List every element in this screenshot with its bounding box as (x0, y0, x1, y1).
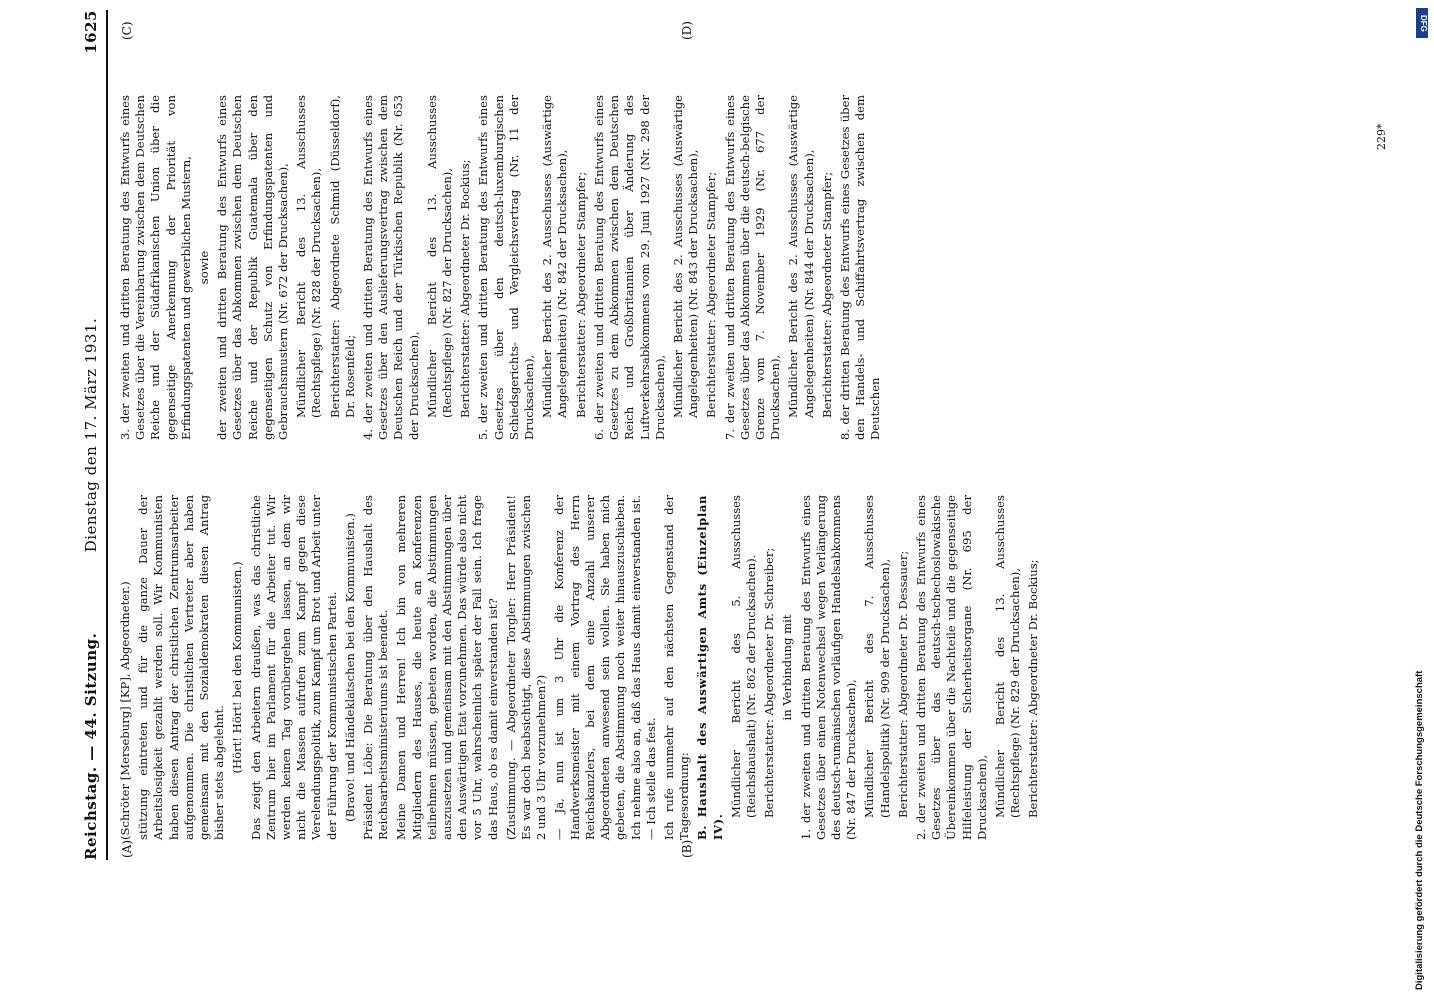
page-number: 1625 (82, 10, 100, 54)
agenda-heading: B. Haushalt des Auswärtigen Amts (Einzelplan IV). (695, 495, 725, 840)
header-left: Reichstag. — 44. Sitzung. (82, 632, 100, 860)
report-line: Mündlicher Bericht des 13. Ausschusses (Rechtspflege) (Nr. 829 der Drucksachen), (992, 495, 1023, 818)
page-header (80, 10, 106, 860)
paragraph: Ich rufe nunmehr auf den nächsten Gegenstand der Tagesordnung: (661, 495, 692, 840)
agenda-item: 1. der zweiten und dritten Beratung des Entwurfs eines Gesetzes über einen Notenwechsel wegen Verlängerung des deutsch-rumänischen vorläufigen Handelsabkommens (Nr. 847 der Drucksachen), (798, 495, 859, 840)
agenda-item: 4. der zweiten und dritten Beratung des Entwurfs eines Gesetzes über den Auslieferungsvertrag zwischen dem Deutschen Reich und der Türkischen Republik (Nr. 653 der Drucksachen), (361, 95, 421, 440)
agenda-item: 6. der zweiten und dritten Beratung des Entwurfs eines Gesetzes zu dem Abkommen zwischen dem Deutschen Reich und Großbritannien über Änderung des Luftverkehrsabkommens vom 29. Juni 1927 (Nr. 298 der Drucksachen), (591, 95, 667, 440)
header-center: Dienstag den 17. März 1931. (82, 317, 100, 553)
rapporteur-line: Berichterstatter: Abgeordneter Dr. Dessauer; (895, 550, 910, 818)
agenda-item: 3. der zweiten und dritten Beratung des Entwurfs eines Gesetzes über die Vereinbarung zwischen dem Deutschen Reiche und der Südafrikanischen Union über die gegenseitige Anerkennung der Priorität von Erfindungspatenten und gewerblichen Mustern, (118, 95, 193, 440)
connector-line: sowie (197, 250, 212, 285)
report-line: Mündlicher Bericht des 7. Ausschusses (Handelspolitik) (Nr. 909 der Drucksachen), (862, 495, 892, 818)
paragraph: Präsident Löbe: Die Beratung über den Haushalt des Reichsarbeitsministeriums ist beendet. (361, 495, 391, 840)
connector-line: in Verbindung mit (780, 614, 795, 721)
report-line: Mündlicher Bericht des 13. Ausschusses (Rechtspflege) (Nr. 828 der Drucksachen), (294, 95, 324, 418)
paragraph: Das zeigt den Arbeitern draußen, was das christliche Zentrum hier im Parlament für die Arbeiter tut. Wir werden keinen Tag vorübergehen lassen, an dem wir nicht die Massen aufrufen zum Kampf gegen diese Verelendungspolitik, zum Kampf um Brot und Arbeit unter der Führung der Kommunistischen Partei. (248, 495, 339, 840)
agenda-item: 2. der zweiten und dritten Beratung des Entwurfs eines Gesetzes über das deutsch-tschechoslowakische Übereinkommen über die Nachteile und die gegenseitige Hilfeleistung der Sicherheitsorgane (Nr. 695 der Drucksachen), (913, 495, 989, 840)
right-column (118, 95, 887, 440)
agenda-item: 5. der zweiten und dritten Beratung des Entwurfs eines Gesetzes über den deutsch-luxemburgischen Schiedsgerichts- und Vergleichsvertrag (Nr. 11 der Drucksachen), (476, 95, 537, 440)
agenda-item: der zweiten und dritten Beratung des Entwurfs eines Gesetzes über das Abkommen zwischen dem Deutschen Reiche und der Republik Guatemala über den gegenseitigen Schutz von Erfindungspatenten und Gebrauchsmustern (Nr. 672 der Drucksachen), (215, 95, 291, 440)
agenda-item: 8. der dritten Beratung des Entwurfs eines Gesetzes über den Handels- und Schiffahrtsvertrag zwischen dem Deutschen (837, 95, 883, 440)
report-line: Mündlicher Bericht des 2. Ausschusses (Auswärtige Angelegenheiten) (Nr. 843 der Drucksachen), (670, 95, 701, 418)
rapporteur-line: Berichterstatter: Abgeordneter Dr. Bockius; (458, 159, 473, 418)
interjection: (Zustimmung. — Abgeordneter Torgler: Herr Präsident! Es war doch beabsichtigt, diese Abstimmungen zwischen 2 und 3 Uhr vorzunehmen?) (503, 495, 549, 840)
rapporteur-line: Berichterstatter: Abgeordneter Stampfer; (704, 171, 719, 418)
margin-marker-c: (C) (120, 21, 134, 40)
margin-marker-b: (B) (680, 839, 694, 858)
signature-mark: 229* (1375, 123, 1388, 150)
interjection: (Bravo! und Händeklatschen bei den Kommunisten.) (342, 513, 357, 822)
report-line: Mündlicher Bericht des 13. Ausschusses (Rechtspflege) (Nr. 827 der Drucksachen), (424, 95, 455, 418)
rapporteur-line: Berichterstatter: Abgeordneter Stampfer; (819, 171, 834, 418)
margin-marker-d: (D) (680, 21, 694, 40)
paragraph: — Ja, nun ist um 3 Uhr die Konferenz der Handwerksmeister mit einem Vortrag des Herrn Reichskanzlers, bei dem eine Anzahl unserer Abgeordneten anwesend sein wollen. Sie haben mich gebeten, die Abstimmung noch weiter hinauszuschieben. Ich nehme also an, daß das Haus damit einverstanden ist. — Ich stelle das fest. (552, 495, 658, 840)
report-line: Mündlicher Bericht des 2. Ausschusses (Auswärtige Angelegenheiten) (Nr. 844 der Drucksachen), (786, 95, 816, 418)
left-column (118, 495, 1045, 840)
dfg-logo: DFG (1416, 8, 1428, 38)
funding-note-text: Digitalisierung gefördert durch die Deutsche Forschungsgemeinschaft (1414, 670, 1425, 990)
rotated-page (80, 10, 1400, 860)
rapporteur-line: Berichterstatter: Abgeordneter Dr. Schreiber; (762, 547, 777, 818)
funding-note (1414, 10, 1430, 990)
report-line: Mündlicher Bericht des 2. Ausschusses (Auswärtige Angelegenheiten) (Nr. 842 der Drucksachen), (540, 95, 570, 418)
header-rule (106, 10, 108, 860)
rapporteur-line: Berichterstatter: Abgeordnete Schmid (Düsseldorf), Dr. Rosenfeld; (327, 95, 357, 418)
paragraph: stützung eintreten und für die ganze Dauer der Arbeitslosigkeit gezahlt werden soll. Wir Kommunisten haben diesen Antrag der christlichen Zentrumsarbeiter aufgenommen. Die christlichen Vertreter aber haben gemeinsam mit den Sozialdemokraten diesen Antrag bisher stets abgelehnt. (136, 495, 227, 840)
speaker-line: (Schröter [Merseburg] [KP], Abgeordneter.) (118, 581, 132, 840)
agenda-item: 7. der zweiten und dritten Beratung des Entwurfs eines Gesetzes über das Abkommen über die deutsch-belgische Grenze vom 7. November 1929 (Nr. 677 der Drucksachen), (722, 95, 783, 440)
margin-marker-a: (A) (120, 839, 134, 858)
report-line: Mündlicher Bericht des 5. Ausschusses (Reichshaushalt) (Nr. 862 der Drucksachen). (728, 495, 758, 818)
rapporteur-line: Berichterstatter: Abgeordneter Stampfer; (573, 171, 588, 418)
paragraph: Meine Damen und Herren! Ich bin von mehreren Mitgliedern des Hauses, die heute an Konferenzen teilnehmen müssen, gebeten worden, die Abstimmungen auszusetzen und gemeinsam mit den Abstimmungen über den Auswärtigen Etat vorzunehmen. Das würde also nicht vor 5 Uhr, wahrscheinlich später der Fall sein. Ich frage das Haus, ob es damit einverstanden ist? (394, 495, 500, 840)
rapporteur-line: Berichterstatter: Abgeordneter Dr. Bockius; (1026, 559, 1041, 818)
interjection: (Hört! Hört! bei den Kommunisten.) (230, 561, 245, 774)
